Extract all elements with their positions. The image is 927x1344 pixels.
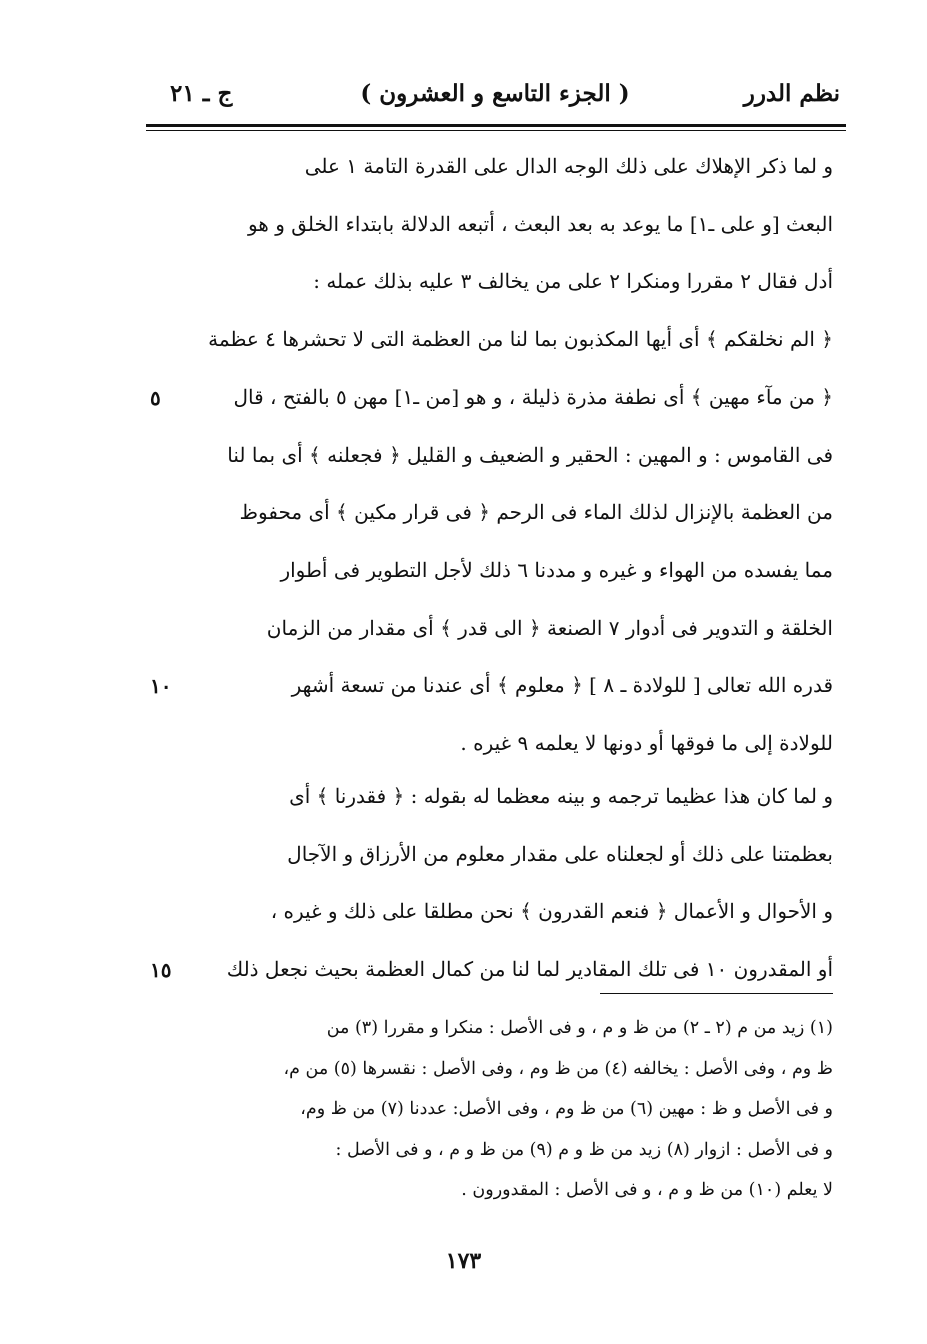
page-number: ١٧٣ [445, 1248, 482, 1274]
footnote-rule [600, 993, 833, 994]
header-rule-thin [146, 130, 846, 131]
text-line: من العظمة بالإنزال لذلك الماء فى الرحم ﴿ فى قرار مكين ﴾ أى محفوظ [239, 500, 833, 525]
text-line: للولادة إلى ما فوقها أو دونها لا يعلمه ٩ غيره . [460, 731, 833, 756]
footnote-line: لا يعلم (١٠) من ظ و م ، و فى الأصل : المقدورون . [461, 1180, 833, 1200]
line-number-10: ١٠ [150, 674, 172, 698]
text-line: ﴿ الم نخلقكم ﴾ أى أيها المكذبون بما لنا من العظمة التى لا تحشرها ٤ عظمة [208, 327, 833, 352]
footnote-line: و فى الأصل : ازوار (٨) زيد من ظ و م (٩) من ظ و م ، و فى الأصل : [335, 1139, 833, 1160]
text-line: و لما ذكر الإهلاك على ذلك الوجه الدال على القدرة التامة ١ على [304, 154, 833, 178]
footnote-line: (١) زيد من م (٢ ـ ٢) من ظ و م ، و فى الأصل : منكرا و مقررا (٣) من [326, 1018, 833, 1038]
text-line: مما يفسده من الهواء و غيره و مددنا ٦ ذلك لأجل التطوير فى أطوار [280, 557, 833, 582]
text-line: ﴿ من مآء مهين ﴾ أى نطفة مذرة ذليلة ، و هو [من ـ١] مهن ٥ بالفتح ، قال [233, 384, 833, 409]
text-line: أدل فقال ٢ مقررا ومنكرا ٢ على من يخالف ٣ عليه بذلك عمله : [313, 269, 833, 294]
text-line: فى القاموس : و المهين : الحقير و الضعيف و القليل ﴿ فجعلنه ﴾ أى بما لنا [227, 442, 833, 467]
running-header [150, 72, 840, 122]
text-line: قدره الله تعالى [ للولادة ـ ٨ ] ﴿ معلوم ﴾ أى عندنا من تسعة أشهر [291, 673, 833, 698]
text-line: أو المقدرون ١٠ فى تلك المقادير لما لنا من كمال العظمة بحيث نجعل ذلك [226, 957, 833, 982]
section-title: ( الجزء التاسع و العشرون ) [360, 80, 630, 107]
paragraph-1 [150, 138, 833, 773]
text-line: و لما كان هذا عظيما ترجمه و بينه معظما له بقوله : ﴿ فقدرنا ﴾ أى [289, 784, 833, 808]
book-title: نظم الدرر [743, 80, 840, 107]
line-number-15: ١٥ [150, 958, 172, 982]
volume-label: ج ـ ٢١ [170, 80, 233, 107]
text-line: الخلقة و التدوير فى أدوار ٧ الصنعة ﴿ الى قدر ﴾ أى مقدار من الزمان [266, 615, 833, 640]
text-line: بعظمتنا على ذلك أو لجعلناه على مقدار معلوم من الأرزاق و الآجال [287, 841, 833, 866]
footnote-line: ظ وم ، وفى الأصل : يخالفه (٤) من ظ وم ، وفى الأصل : نقسرها (٥) من م، [283, 1058, 833, 1079]
text-line: البعث [و على ـ١] ما يوعد به بعد البعث ، أتبعه الدلالة بابتداء الخلق و هو [247, 211, 833, 236]
footnote-line: و فى الأصل و ظ : مهين (٦) من ظ وم ، وفى الأصل: عددنا (٧) من ظ وم، [300, 1099, 833, 1119]
paragraph-2 [150, 768, 833, 999]
header-rule-thick [146, 124, 846, 127]
line-number-5: ٥ [150, 386, 161, 410]
footnotes [183, 1008, 833, 1211]
text-line: و الأحوال و الأعمال ﴿ فنعم القدرون ﴾ نحن مطلقا على ذلك و غيره ، [270, 899, 833, 924]
